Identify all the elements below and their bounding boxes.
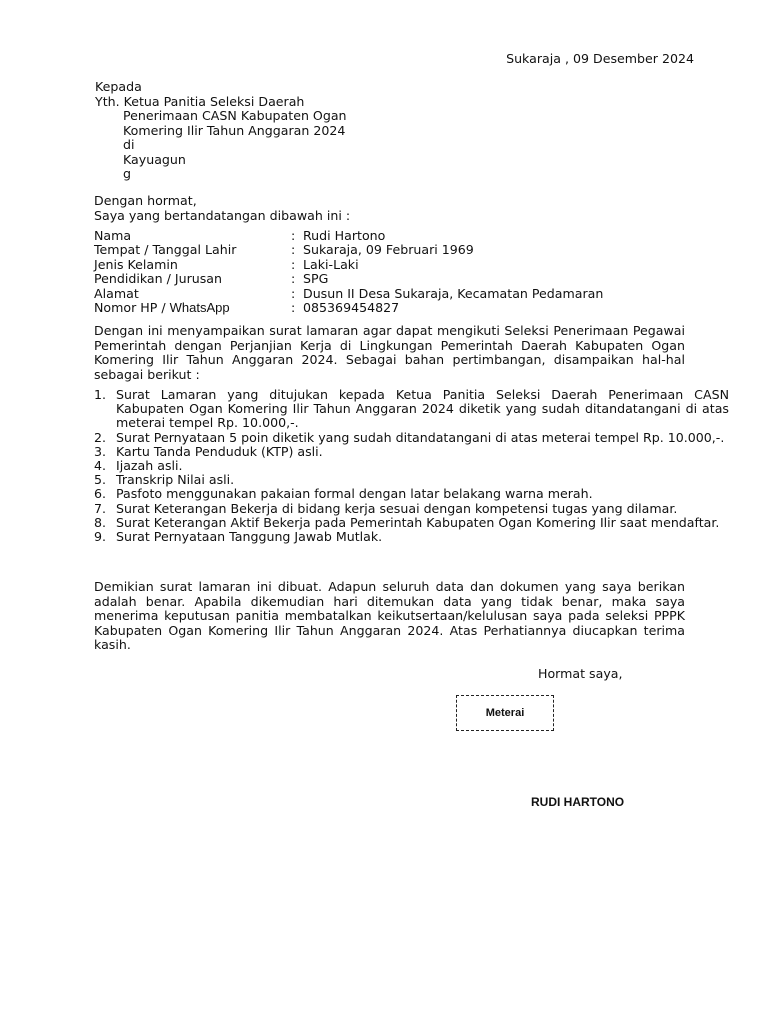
identity-label: Pendidikan / Jurusan: [94, 271, 222, 287]
list-number: 4.: [94, 458, 107, 474]
identity-separator: :: [291, 271, 296, 287]
list-text: Transkrip Nilai asli.: [116, 472, 235, 488]
list-number: 9.: [94, 529, 107, 545]
list-text: Surat Lamaran yang ditujukan kepada Ketua Panitia Seleksi Daerah Penerimaan CASN Kabupaten Ogan Komering Ilir Tahun Anggaran 2024 diketik yang sudah ditandatangani di atas meterai tempel Rp. 10.000,-.: [116, 387, 729, 431]
recipient-line: Penerimaan CASN Kabupaten Ogan: [123, 108, 347, 123]
greeting: Dengan hormat,: [94, 193, 197, 208]
identity-value: SPG: [303, 271, 329, 287]
closing-paragraph: Demikian surat lamaran ini dibuat. Adapun seluruh data dan dokumen yang saya berikan adalah benar. Apabila dikemudian hari ditemukan data yang tidak benar, maka saya menerima keputusan panitia membatalkan keikutsertaan/kelulusan saya pada seleksi PPPK Kabupaten Ogan Komering Ilir Tahun Anggaran 2024. Atas Perhatiannya diucapkan terima kasih.: [94, 579, 685, 652]
identity-label: Alamat: [94, 285, 139, 301]
identity-label: Tempat / Tanggal Lahir: [94, 242, 237, 258]
recipient-line: di: [123, 137, 135, 152]
list-item: [94, 431, 729, 445]
list-text: Surat Keterangan Aktif Bekerja pada Pemerintah Kabupaten Ogan Komering Ilir saat mendaftar.: [116, 514, 720, 530]
identity-label: [94, 301, 291, 315]
list-item: [94, 530, 729, 544]
list-text: Kartu Tanda Penduduk (KTP) asli.: [116, 443, 323, 459]
list-number: 7.: [94, 500, 107, 516]
identity-row: [94, 272, 603, 286]
identity-row: [94, 258, 603, 272]
recipient-block: [95, 80, 347, 182]
recipient-city: Kayuagun: [123, 151, 186, 167]
list-text: Pasfoto menggunakan pakaian formal dengan latar belakang warna merah.: [116, 486, 593, 502]
list-item: [94, 388, 729, 431]
identity-separator: :: [291, 228, 296, 243]
identity-table: [94, 229, 603, 315]
recipient-city-wrap: g: [123, 166, 131, 181]
identity-label-text: Nomor HP /: [94, 300, 166, 316]
list-text: Surat Pernyataan 5 poin diketik yang sudah ditandatangani di atas meterai tempel Rp. 10.000,-.: [116, 429, 725, 445]
list-item: [94, 516, 729, 530]
identity-row: [94, 287, 603, 301]
identity-value: Sukaraja, 09 Februari 1969: [303, 242, 474, 258]
list-number: 6.: [94, 486, 107, 502]
list-number: 2.: [94, 429, 107, 445]
identity-value: 085369454827: [303, 300, 400, 316]
recipient-title: Yth. Ketua Panitia Seleksi Daerah: [95, 93, 305, 109]
sign-off: Hormat saya,: [538, 666, 623, 681]
identity-row: [94, 229, 603, 243]
list-number: 8.: [94, 514, 107, 530]
recipient-kepada: Kepada: [95, 79, 142, 94]
intro-paragraph: Dengan ini menyampaikan surat lamaran agar dapat mengikuti Seleksi Penerimaan Pegawai Pemerintah dengan Perjanjian Kerja di Lingkungan Pemerintah Daerah Kabupaten Ogan Komering Ilir Tahun Anggaran 2024. Sebagai bahan pertimbangan, disampaikan hal-hal sebagai berikut :: [94, 323, 685, 382]
identity-value: Laki-Laki: [303, 256, 359, 272]
identity-separator: :: [291, 285, 296, 301]
identity-value: Rudi Hartono: [303, 228, 386, 243]
signer-name: RUDI HARTONO: [531, 795, 625, 809]
identity-value: Dusun II Desa Sukaraja, Kecamatan Pedamaran: [303, 285, 604, 301]
list-item: [94, 473, 729, 487]
identity-label: Jenis Kelamin: [94, 256, 178, 272]
list-text: Surat Pernyataan Tanggung Jawab Mutlak.: [116, 529, 383, 545]
attachment-list: [94, 388, 729, 544]
identity-separator: :: [291, 300, 296, 316]
identity-separator: :: [291, 256, 296, 272]
letter-date: Sukaraja , 09 Desember 2024: [506, 51, 694, 66]
meterai-stamp-box: [456, 695, 554, 731]
list-item: [94, 487, 729, 501]
recipient-line: Komering Ilir Tahun Anggaran 2024: [123, 122, 346, 138]
list-number: 3.: [94, 443, 107, 459]
list-number: 5.: [94, 472, 107, 488]
identity-row: [94, 243, 603, 257]
list-text: Surat Keterangan Bekerja di bidang kerja sesuai dengan kompetensi tugas yang dilamar.: [116, 500, 678, 516]
list-text: Ijazah asli.: [116, 458, 183, 474]
list-item: [94, 502, 729, 516]
list-number: 1.: [94, 387, 107, 402]
identity-intro: Saya yang bertandatangan dibawah ini :: [94, 207, 351, 223]
list-item: [94, 445, 729, 459]
identity-label: Nama: [94, 228, 132, 243]
meterai-label: Meterai: [485, 706, 525, 719]
identity-label-italic: WhatsApp: [169, 300, 230, 316]
list-item: [94, 459, 729, 473]
identity-separator: :: [291, 242, 296, 258]
identity-row: [94, 301, 603, 315]
greeting-block: [94, 194, 350, 223]
